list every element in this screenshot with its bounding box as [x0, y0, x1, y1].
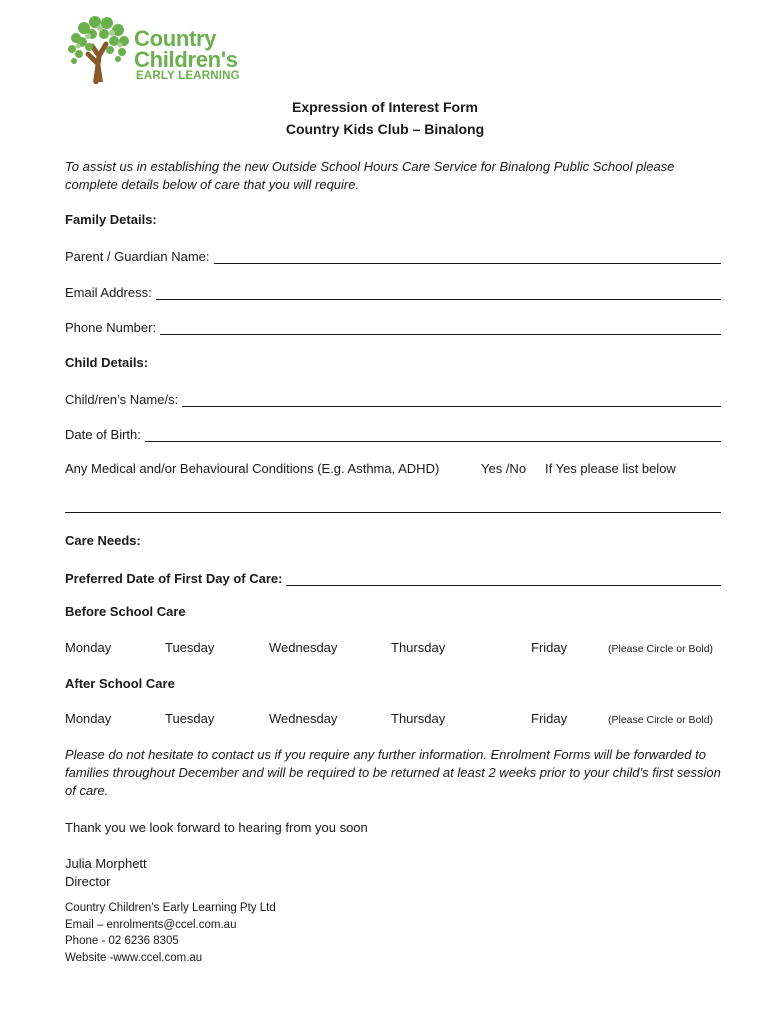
child-names-field[interactable] — [65, 389, 721, 407]
after-day-friday[interactable]: Friday — [531, 711, 568, 726]
after-school-heading: After School Care — [65, 676, 175, 691]
parent-name-input-line[interactable] — [214, 251, 721, 264]
family-details-heading: Family Details: — [65, 212, 157, 227]
email-input-line[interactable] — [156, 287, 721, 300]
after-day-tuesday[interactable]: Tuesday — [165, 711, 215, 726]
tree-icon — [62, 14, 132, 84]
medical-if-yes-label: If Yes please list below — [545, 461, 676, 476]
logo-text — [134, 28, 238, 70]
closing-note: Please do not hesitate to contact us if you require any further information. Enrolment Forms will be forwarded to families throughout December and will be required to be returned at least 2 weeks prior to your child’s first session of care. — [65, 747, 721, 798]
child-names-input-line[interactable] — [182, 394, 721, 407]
parent-name-field[interactable] — [65, 246, 721, 264]
child-details-heading: Child Details: — [65, 355, 149, 370]
logo-name-line1: Country — [134, 26, 217, 51]
phone-label: Phone Number: — [65, 320, 157, 335]
footer-phone: Phone - 02 6236 8305 — [65, 935, 179, 947]
email-label: Email Address: — [65, 285, 152, 300]
before-circle-note: (Please Circle or Bold) — [608, 643, 714, 655]
after-day-thursday[interactable]: Thursday — [391, 711, 446, 726]
preferred-date-label: Preferred Date of First Day of Care: — [65, 571, 283, 586]
contact-footer — [65, 900, 276, 966]
signatory-title: Director — [65, 874, 111, 889]
company-logo — [62, 14, 252, 86]
thanks-text: Thank you we look forward to hearing from you soon — [65, 820, 368, 835]
logo-subtitle: EARLY LEARNING — [136, 70, 240, 82]
footer-website: Website -www.ccel.com.au — [65, 951, 203, 964]
before-day-thursday[interactable]: Thursday — [391, 640, 446, 655]
child-names-label: Child/ren’s Name/s: — [65, 392, 179, 407]
phone-field[interactable] — [65, 317, 721, 335]
signatory-name: Julia Morphett — [65, 856, 147, 871]
before-day-monday[interactable]: Monday — [65, 640, 112, 655]
after-circle-note: (Please Circle or Bold) — [608, 714, 714, 726]
medical-yes-no[interactable]: Yes /No — [481, 461, 527, 476]
form-title: Expression of Interest Form — [292, 99, 478, 115]
logo-name-line2: Children's — [134, 47, 238, 72]
intro-text: To assist us in establishing the new Outside School Hours Care Service for Binalong Public School please complete details below of care that you will require. — [65, 159, 675, 192]
after-day-wednesday[interactable]: Wednesday — [269, 711, 338, 726]
dob-field[interactable] — [65, 424, 721, 442]
footer-company: Country Children’s Early Learning Pty Ltd — [65, 902, 276, 914]
before-day-wednesday[interactable]: Wednesday — [269, 640, 338, 655]
preferred-date-field[interactable] — [65, 568, 721, 586]
after-day-monday[interactable]: Monday — [65, 711, 112, 726]
preferred-date-input-line[interactable] — [286, 573, 721, 586]
care-needs-heading: Care Needs: — [65, 533, 141, 548]
medical-label: Any Medical and/or Behavioural Conditions (E.g. Asthma, ADHD) — [65, 461, 440, 476]
medical-details-line[interactable] — [65, 512, 721, 513]
before-school-heading: Before School Care — [65, 604, 186, 619]
before-day-friday[interactable]: Friday — [531, 640, 568, 655]
email-field[interactable] — [65, 282, 721, 300]
dob-input-line[interactable] — [145, 429, 721, 442]
phone-input-line[interactable] — [160, 322, 721, 335]
footer-email: Email – enrolments@ccel.com.au — [65, 918, 237, 931]
dob-label: Date of Birth: — [65, 427, 141, 442]
before-day-tuesday[interactable]: Tuesday — [165, 640, 215, 655]
parent-name-label: Parent / Guardian Name: — [65, 249, 210, 264]
form-subtitle: Country Kids Club – Binalong — [285, 121, 485, 137]
